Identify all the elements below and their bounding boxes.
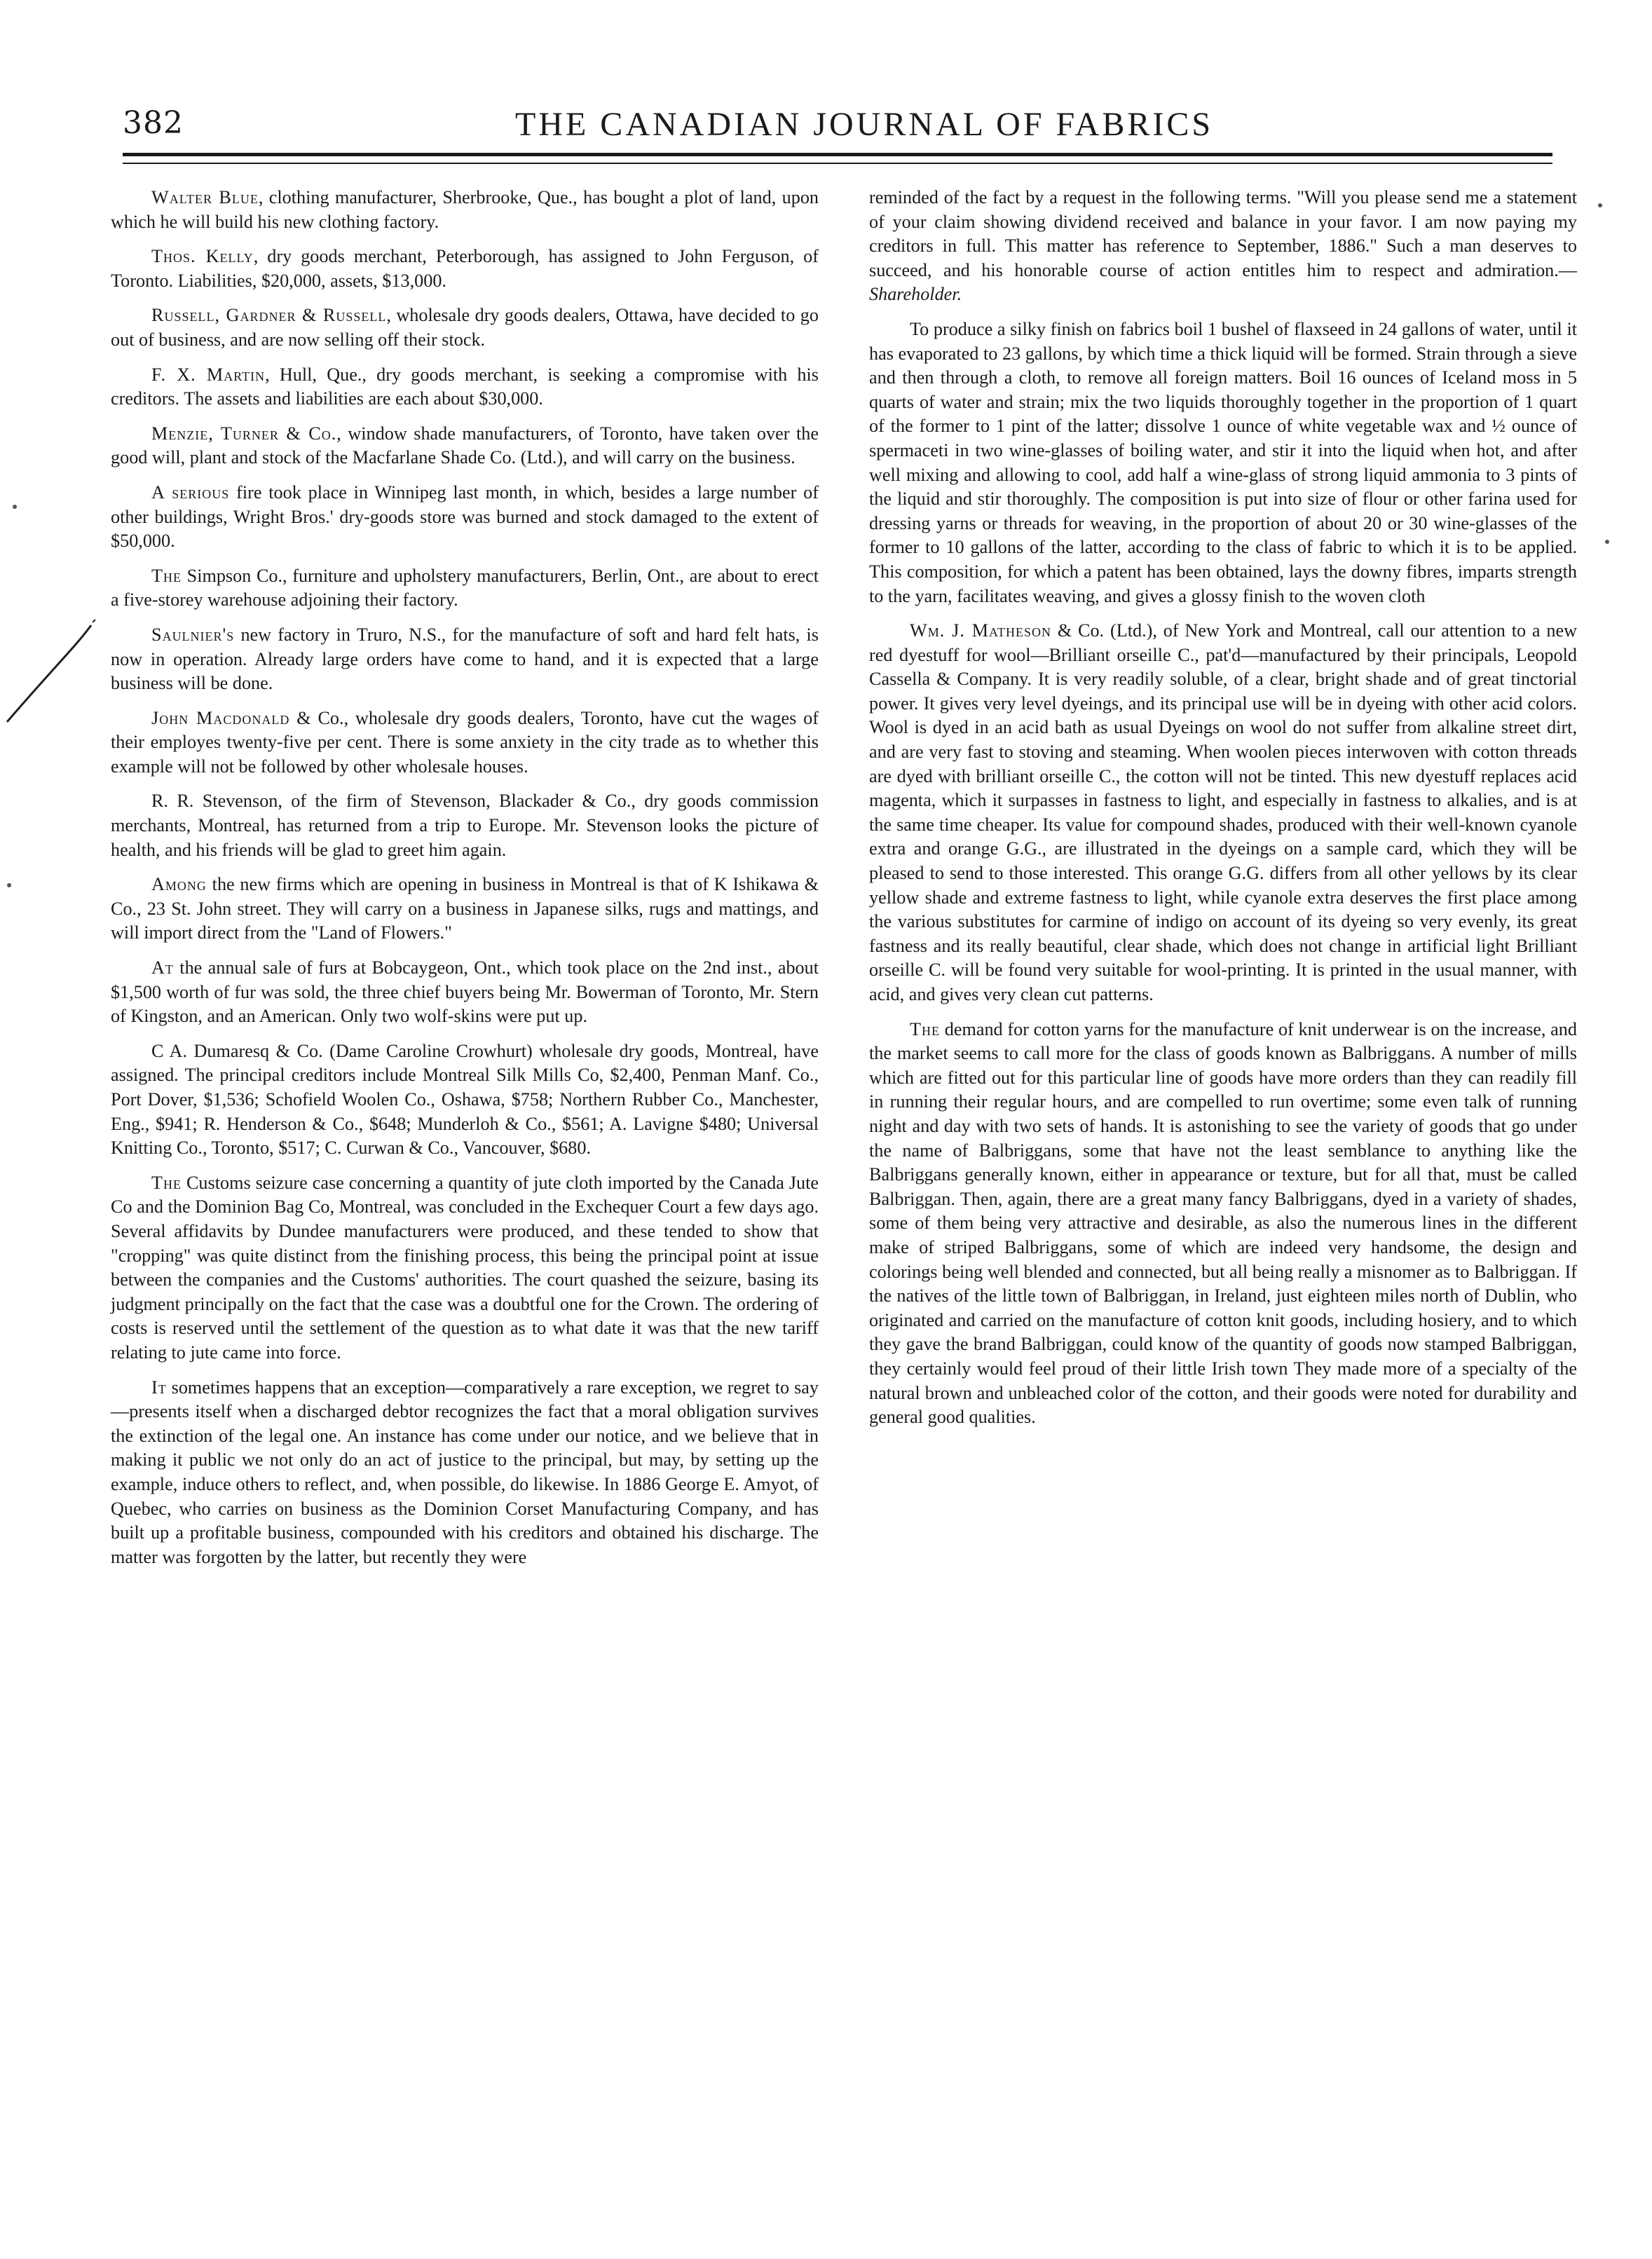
margin-dot	[1605, 540, 1609, 544]
margin-pen-mark	[0, 617, 98, 729]
page-number: 382	[123, 105, 184, 141]
news-item: Among the new firms which are opening in business in Montreal is that of K Ishikawa & Co., 23 St. John street. They will carry on a business in Japanese silks, rugs and mattings, and will import direct from the "Land of Flowers."	[111, 874, 819, 943]
header-rule-thick	[123, 153, 1552, 156]
news-item: At the annual sale of furs at Bobcaygeon, Ont., which took place on the 2nd inst., about $1,500 worth of fur was sold, the three chief buyers being Mr. Bowerman of Toronto, Mr. Stern of Kingston, and an American. Only two wolf-skins were put up.	[111, 957, 819, 1027]
right-column	[869, 186, 1577, 1440]
news-item: The Customs seizure case concerning a quantity of jute cloth imported by the Canada Jute Co and the Dominion Bag Co, Montreal, was concluded in the Exchequer Court a few days ago. Several affidavits by Dundee manufacturers were produced, and these tended to show that "cropping" was quite distinct from the finishing process, this being the principal point at issue between the companies and the Customs' authorities. The court quashed the seizure, basing its judgment principally on the fact that the case was a doubtful one for the Crown. The ordering of costs is reserved until the settlement of the question as to what date it was that the new tariff relating to jute came into force.	[111, 1172, 819, 1363]
news-item: Thos. Kelly, dry goods merchant, Peterborough, has assigned to John Ferguson, of Toronto. Liabilities, $20,000, assets, $13,000.	[111, 246, 819, 291]
news-item: C A. Dumaresq & Co. (Dame Caroline Crowhurt) wholesale dry goods, Montreal, have assigned. The principal creditors include Montreal Silk Mills Co, $2,400, Penman Manf. Co., Port Dover, $1,536; Schofield Woolen Co., Oshawa, $758; Northern Rubber Co., Manchester, Eng., $941; R. Henderson & Co., $648; Munderloh & Co., $561; A. Lavigne $480; Universal Knitting Co., Toronto, $517; C. Curwan & Co., Vancouver, $680.	[111, 1040, 819, 1159]
journal-title: THE CANADIAN JOURNAL OF FABRICS	[515, 106, 1214, 143]
margin-dot	[7, 883, 11, 887]
news-item: Walter Blue, clothing manufacturer, Sherbrooke, Que., has bought a plot of land, upon which he will build his new clothing factory.	[111, 187, 819, 232]
news-item: A serious fire took place in Winnipeg last month, in which, besides a large number of other buildings, Wright Bros.' dry-goods store was burned and stock damaged to the extent of $50,000.	[111, 482, 819, 552]
left-column	[111, 186, 819, 1580]
news-item: R. R. Stevenson, of the firm of Stevenson, Blackader & Co., dry goods commission merchants, Montreal, has returned from a trip to Europe. Mr. Stevenson looks the picture of health, and his friends will be glad to greet him again.	[111, 791, 819, 860]
news-item: John Macdonald & Co., wholesale dry goods dealers, Toronto, have cut the wages of their employes twenty-five per cent. There is some anxiety in the city trade as to whether this example will not be followed by other wholesale houses.	[111, 707, 819, 777]
news-item: Saulnier's new factory in Truro, N.S., for the manufacture of soft and hard felt hats, is now in operation. Already large orders have come to hand, and it is expected that a large business will be done.	[111, 624, 819, 694]
news-item: Wm. J. Matheson & Co. (Ltd.), of New York and Montreal, call our attention to a new red dyestuff for wool—Brilliant orseille C., pat'd—manufactured by their principals, Leopold Cassella & Company. It is very readily soluble, of a clear, bright shade and of great tinctorial power. It gives very level dyeings, and its principal use will be in dyeing with other acid colors. Wool is dyed in an acid bath as usual Dyeings on wool do not suffer from alkaline street dirt, and are very fast to stoving and steaming. When woolen pieces interwoven with cotton threads are dyed with brilliant orseille C., the cotton will not be tinted. This new dyestuff replaces acid magenta, which it surpasses in fastness to light, and especially in fastness to alkalies, and is at the same time cheaper. Its value for compound shades, produced with their well-known cyanole extra and orange G.G., are illustrated in the dyeings on a sample card, which they will be pleased to send to those interested. This orange G.G. differs from all other yellows by its clear yellow shade and extreme fastness to light, while cyanole extra deserves the first place among the various substitutes for carmine of indigo on account of its dyeing so very evenly, its great fastness and its really beautiful, clear shade, which does not change in artificial light Brilliant orseille C. will be found very suitable for wool-printing. It is printed in the usual manner, with acid, and gives very clean cut patterns.	[869, 620, 1578, 1004]
news-item: The demand for cotton yarns for the manufacture of knit underwear is on the increase, and the market seems to call more for the class of goods known as Balbriggans. A number of mills which are fitted out for this particular line of goods have more orders than they can readily fill in running their regular hours, and are compelled to run overtime; some even talk of running night and day with two sets of hands. It is astonishing to see the variety of goods that go under the name of Balbriggans, some that have not the least semblance to anything like the Balbriggans generally known, either in appearance or texture, but for all that, must be called Balbriggan. Then, again, there are a great many fancy Balbriggans, dyed in a variety of shades, some of them being very attractive and desirable, as also the numerous lines in the different make of striped Balbriggans, some of which are indeed very handsome, the design and colorings being well blended and connected, but all being really a misnomer as to Balbriggan. If the natives of the little town of Balbriggan, in Ireland, just eighteen miles north of Dublin, who originated and carried on the manufacture of cotton knit goods, including hosiery, and to which they gave the brand Balbriggan, could know of the quantity of goods now stamped Balbriggan, they certainly would feel proud of their little Irish town They made more of a specialty of the natural brown and unbleached color of the cotton, and their goods were noted for durability and general good qualities.	[869, 1018, 1577, 1428]
signature: Shareholder.	[869, 284, 962, 305]
news-item: F. X. Martin, Hull, Que., dry goods merchant, is seeking a compromise with his creditors. The assets and liabilities are each about $30,000.	[111, 364, 819, 409]
news-item: Menzie, Turner & Co., window shade manufacturers, of Toronto, have taken over the good will, plant and stock of the Macfarlane Shade Co. (Ltd.), and will carry on the business.	[111, 423, 819, 468]
news-item: The Simpson Co., furniture and upholstery manufacturers, Berlin, Ont., are about to erect a five-storey warehouse adjoining their factory.	[111, 565, 819, 610]
news-item: To produce a silky finish on fabrics boil 1 bushel of flaxseed in 24 gallons of water, until it has evaporated to 23 gallons, by which time a thick liquid will be formed. Strain through a sieve and then through a cloth, to remove all foreign matters. Boil 16 ounces of Iceland moss in 5 quarts of water and strain; mix the two liquids thoroughly together in the proportion of 1 quart of the former to 1 pint of the latter; dissolve 1 ounce of white vegetable wax and ½ ounce of spermaceti in two wine-glasses of boiling water, and stir it into the liquid when hot, and after well mixing and allowing to cool, add half a wine-glass of strong liquid ammonia to 3 pints of the liquid and stir thoroughly. The composition is put into size of flour or other farina used for dressing yarns or threads for weaving, in the proportion of about 20 or 30 wine-glasses of the former to 10 gallons of the latter, according to the class of fabric to which it is to be applied. This composition, for which a patent has been obtained, lays the downy fibres, imparts strength to the yarn, facilitates weaving, and gives a glossy finish to the woven cloth	[869, 318, 1577, 606]
margin-dot	[1598, 203, 1602, 207]
news-item: It sometimes happens that an exception—comparatively a rare exception, we regret to say—presents itself when a discharged debtor recognizes the fact that a moral obligation survives the extinction of the legal one. An instance has come under our notice, and we believe that in making it public we not only do an act of justice to the principal, but may, by setting up the example, induce others to reflect, and, when possible, do likewise. In 1886 George E. Amyot, of Quebec, who carries on business as the Dominion Corset Manufacturing Company, and has built up a profitable business, compounded with his creditors and obtained his discharge. The matter was forgotten by the latter, but recently they were	[111, 1377, 819, 1567]
margin-dot	[13, 505, 17, 509]
continued-item: reminded of the fact by a request in the following terms. "Will you please send me a statement of your claim showing dividend received and balance in your favor. I am now paying my creditors in full. This matter has reference to September, 1886." Such a man deserves to succeed, and his honorable course of action entitles him to respect and admiration.—Shareholder.	[869, 187, 1577, 305]
header-rule-thin	[123, 163, 1552, 164]
news-item: Russell, Gardner & Russell, wholesale dry goods dealers, Ottawa, have decided to go out of business, and are now selling off their stock.	[111, 305, 819, 350]
